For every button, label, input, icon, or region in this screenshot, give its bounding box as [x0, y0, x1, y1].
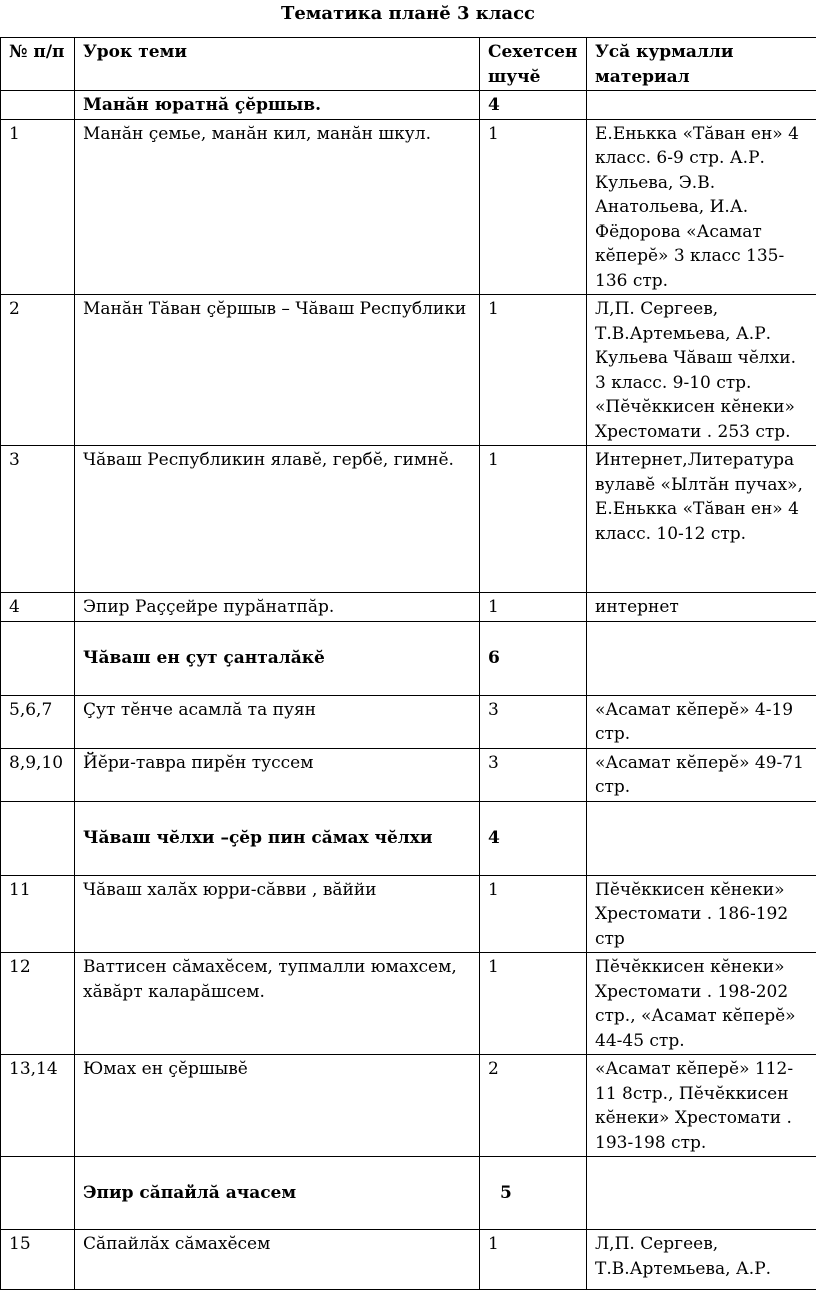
cell-topic: Юмах ен çĕршывĕ: [75, 1055, 480, 1157]
cell-material: «Асамат кĕперĕ» 112-11 8стр., Пĕчĕккисен кĕнеки» Хрестомати . 193-198 стр.: [587, 1055, 816, 1157]
cell-material: [587, 1157, 816, 1230]
cell-topic: Эпир Раççейре пурăнатпăр.: [75, 593, 480, 622]
cell-hours: 1: [480, 295, 587, 446]
cell-material: Е.Енькка «Тăван ен» 4 класс. 6-9 стр. А.Р. Кульева, Э.В. Анатольева, И.А. Фёдорова «Асамат кĕперĕ» 3 класс 135-136 стр.: [587, 119, 816, 295]
cell-material: Пĕчĕккисен кĕнеки» Хрестомати . 186-192 стр: [587, 875, 816, 953]
cell-material: Интернет,Литература вулавĕ «Ылтăн пучах», Е.Енькка «Тăван ен» 4 класс. 10-12 стр.: [587, 446, 816, 593]
cell-hours: 4: [480, 801, 587, 875]
document-title: Тематика планĕ 3 класс: [0, 2, 816, 26]
cell-hours: 1: [480, 1230, 587, 1290]
section-row: [1, 801, 816, 875]
table-row: [1, 953, 816, 1055]
table-row: [1, 593, 816, 622]
cell-hours: 1: [480, 875, 587, 953]
cell-material: «Асамат кĕперĕ» 49-71 стр.: [587, 748, 816, 801]
cell-num: 5,6,7: [1, 695, 75, 748]
section-title: Эпир сăпайлă ачасем: [75, 1157, 480, 1230]
section-title: Манăн юратнă çĕршыв.: [75, 91, 480, 120]
cell-topic: Йĕри-тавра пирĕн туссем: [75, 748, 480, 801]
table-row: [1, 119, 816, 295]
table-row: [1, 446, 816, 593]
cell-hours: 3: [480, 748, 587, 801]
cell-hours: 3: [480, 695, 587, 748]
table-row: [1, 748, 816, 801]
cell-topic: Чăваш Республикин ялавĕ, гербĕ, гимнĕ.: [75, 446, 480, 593]
cell-hours: 1: [480, 119, 587, 295]
cell-topic: Сăпайлăх сăмахĕсем: [75, 1230, 480, 1290]
table-row: [1, 695, 816, 748]
table-row: [1, 1055, 816, 1157]
cell-num: [1, 1157, 75, 1230]
cell-hours: 2: [480, 1055, 587, 1157]
section-title: Чăваш чĕлхи –çĕр пин сăмах чĕлхи: [75, 801, 480, 875]
cell-num: 2: [1, 295, 75, 446]
cell-material: «Асамат кĕперĕ» 4-19 стр.: [587, 695, 816, 748]
header-topic: Урок теми: [75, 38, 480, 91]
table-row: [1, 295, 816, 446]
cell-material: [587, 621, 816, 695]
cell-num: 8,9,10: [1, 748, 75, 801]
header-hours: Сехетсен шучĕ: [480, 38, 587, 91]
cell-num: 15: [1, 1230, 75, 1290]
cell-num: [1, 621, 75, 695]
cell-material: [587, 801, 816, 875]
theme-plan-table: [0, 37, 816, 1290]
cell-num: [1, 801, 75, 875]
cell-material: Пĕчĕккисен кĕнеки» Хрестомати . 198-202 стр., «Асамат кĕперĕ» 44-45 стр.: [587, 953, 816, 1055]
cell-material: интернет: [587, 593, 816, 622]
header-material: Усă курмалли материал: [587, 38, 816, 91]
table-row: [1, 875, 816, 953]
cell-hours: 4: [480, 91, 587, 120]
table-header-row: [1, 38, 816, 91]
cell-topic: Манăн Тăван çĕршыв – Чăваш Республики: [75, 295, 480, 446]
section-row: [1, 91, 816, 120]
cell-num: 1: [1, 119, 75, 295]
cell-hours: 6: [480, 621, 587, 695]
cell-material: Л,П. Сергеев, Т.В.Артемьева, А.Р.: [587, 1230, 816, 1290]
cell-topic: Чăваш халăх юрри-сăвви , вăййи: [75, 875, 480, 953]
cell-topic: Ваттисен сăмахĕсем, тупмалли юмахсем, хăвăрт каларăшсем.: [75, 953, 480, 1055]
cell-material: [587, 91, 816, 120]
cell-topic: Çут тĕнче асамлă та пуян: [75, 695, 480, 748]
cell-num: [1, 91, 75, 120]
section-title: Чăваш ен çут çанталăкĕ: [75, 621, 480, 695]
cell-hours: 1: [480, 446, 587, 593]
cell-num: 4: [1, 593, 75, 622]
header-num: № п/п: [1, 38, 75, 91]
cell-num: 3: [1, 446, 75, 593]
cell-num: 11: [1, 875, 75, 953]
cell-num: 13,14: [1, 1055, 75, 1157]
section-row: [1, 621, 816, 695]
table-row: [1, 1230, 816, 1290]
cell-topic: Манăн çемье, манăн кил, манăн шкул.: [75, 119, 480, 295]
cell-num: 12: [1, 953, 75, 1055]
section-row: [1, 1157, 816, 1230]
cell-material: Л,П. Сергеев, Т.В.Артемьева, А.Р. Кульева Чăваш чĕлхи. 3 класс. 9-10 стр. «Пĕчĕккисен кĕнеки» Хрестомати . 253 стр.: [587, 295, 816, 446]
cell-hours: 1: [480, 953, 587, 1055]
cell-hours: 5: [480, 1157, 587, 1230]
cell-hours: 1: [480, 593, 587, 622]
